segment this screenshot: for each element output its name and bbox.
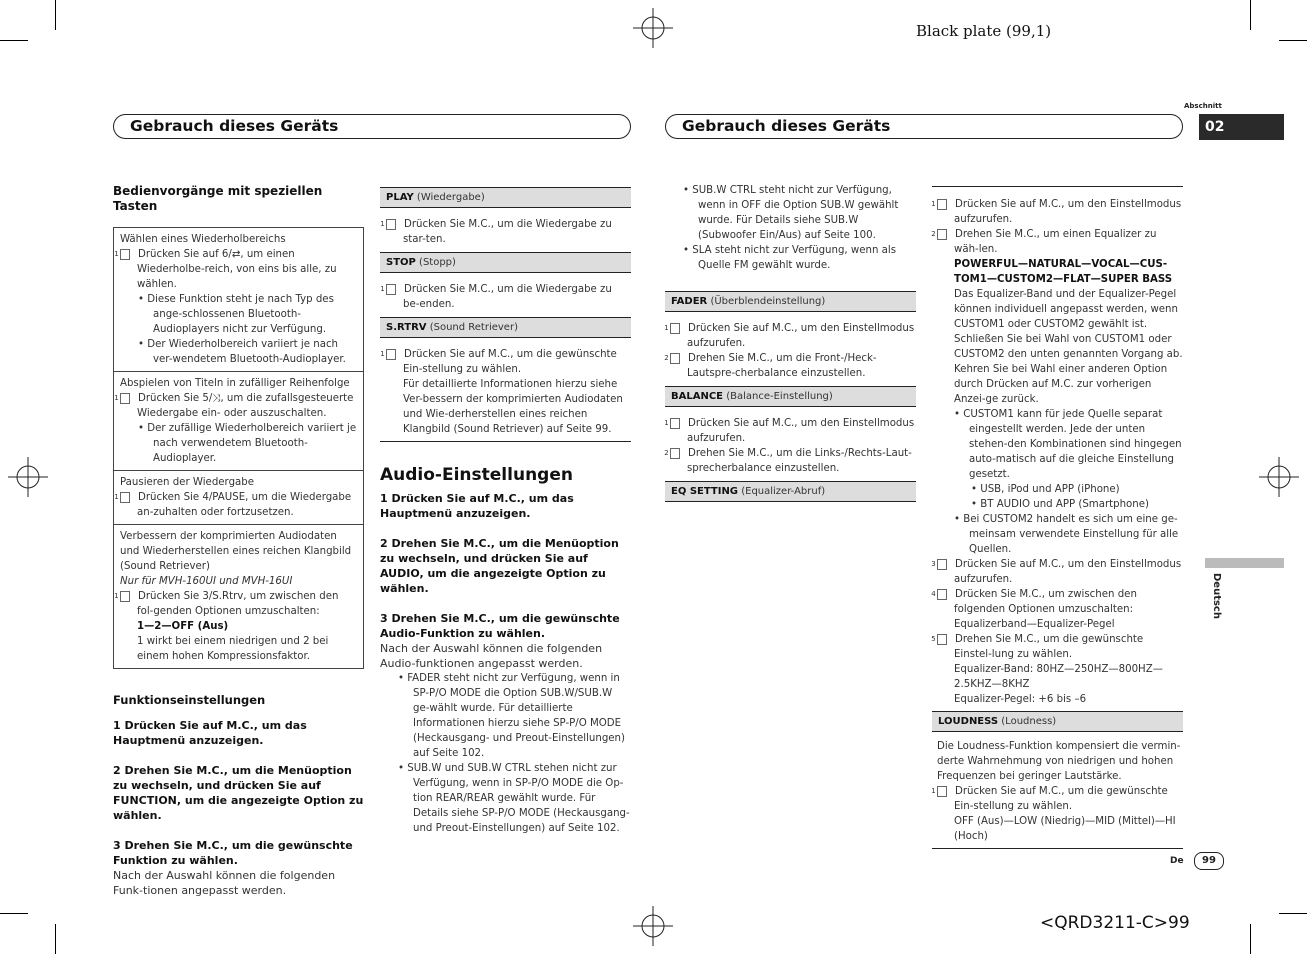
func-step-2: 2 Drehen Sie M.C., um die Menüoption zu wechseln, und drücken Sie auf FUNCTION, um die angezeigte Option zu wählen.	[113, 764, 364, 822]
step-text: Equalizerband—Equalizer-Pegel	[954, 619, 1115, 630]
registration-mark-icon	[8, 457, 48, 497]
crop-mark	[0, 40, 28, 41]
step-text: Drehen Sie M.C., um die gewünschte Einstel-lung zu wählen.	[954, 634, 1144, 660]
audio-title: Audio-Einstellungen	[380, 465, 573, 485]
step-number-icon: 2	[670, 448, 680, 459]
cell-heading: Wählen eines Wiederholbereichs	[120, 234, 286, 245]
step-text: Drücken Sie auf M.C., um den Einstellmodus aufzurufen.	[687, 418, 915, 444]
step-number-icon: 1	[120, 591, 130, 602]
step-text: Drücken Sie M.C., um zwischen den folgenden Optionen umzuschalten:	[954, 589, 1137, 615]
crop-mark	[55, 0, 56, 30]
column-4	[932, 186, 1183, 849]
loudness-options: OFF (Aus)—LOW (Niedrig)—MID (Mittel)—HI (Hoch)	[954, 816, 1176, 842]
step-number-icon: 3	[937, 559, 947, 570]
step-number-icon: 5	[937, 634, 947, 645]
bullet-text: FADER steht nicht zur Verfügung, wenn in SP-P/O MODE die Option SUB.W/SUB.W ge-wählt wurde. Für detaillierte Informationen hierzu siehe SP-P/O MODE (Heckausgang- und Preout-Einstellungen) auf Seite 102.	[407, 673, 625, 759]
step-text: Drücken Sie 5/⤨, um die zufallsgesteuerte Wiedergabe ein- oder auszuschalten.	[137, 393, 354, 419]
column-1	[113, 184, 364, 898]
table-cell	[114, 525, 363, 668]
play-heading: PLAY (Wiedergabe)	[380, 187, 631, 208]
step-text: Drücken Sie auf M.C., um die gewünschte Ein-stellung zu wählen.	[954, 786, 1168, 812]
crop-mark	[55, 924, 56, 954]
step-text: Drücken Sie auf M.C., um den Einstellmodus aufzurufen.	[954, 559, 1182, 585]
audio-step-3: 3 Drehen Sie M.C., um die gewünschte Audio-Funktion zu wählen.	[380, 612, 620, 640]
eq-text: Das Equalizer-Band und der Equalizer-Pegel können individuell angepasst werden, wenn CUSTOM1 oder CUSTOM2 gewählt ist. Schließen Sie bei Wahl von CUSTOM1 oder CUSTOM2 den unten genannten Vorgang ab. Kehren Sie bei Wahl einer anderen Option durch Drücken auf M.C. zur vorherigen Anzei-ge zurück.	[954, 289, 1183, 405]
step	[114, 391, 357, 421]
bullet: • FADER steht nicht zur Verfügung, wenn in SP-P/O MODE die Option SUB.W/SUB.W ge-wählt wurde. Für detaillierte Informationen hierzu siehe SP-P/O MODE (Heckausgang- und Preout-Einstellungen) auf Seite 102.	[398, 673, 625, 759]
balance-body	[665, 407, 916, 481]
fader-heading: FADER (Überblendeinstellung)	[665, 291, 916, 312]
step-text: Drehen Sie M.C., um die Links-/Rechts-Laut-sprecherbalance einzustellen.	[687, 448, 912, 474]
eq-list: POWERFUL—NATURAL—VOCAL—CUS-TOM1—CUSTOM2—FLAT—SUPER BASS	[954, 259, 1173, 285]
eq-heading: EQ SETTING (Equalizer-Abruf)	[665, 481, 916, 502]
page-lang: De	[1170, 856, 1184, 866]
step-number-icon: 1	[670, 418, 680, 429]
bullet-text: USB, iPod und APP (iPhone)	[980, 484, 1120, 495]
step-number-icon: 1	[386, 349, 396, 360]
crop-mark	[1250, 924, 1251, 954]
section-title: Bedienvorgänge mit speziellen Tasten	[113, 184, 323, 213]
step-text: Drücken Sie auf M.C., um den Einstellmodus aufzurufen.	[954, 199, 1182, 225]
func-step-3: 3 Drehen Sie M.C., um die gewünschte Funktion zu wählen.	[113, 839, 353, 867]
step	[380, 273, 631, 317]
audio-step-1: 1 Drücken Sie auf M.C., um das Hauptmenü anzuzeigen.	[380, 492, 574, 520]
options-text: 1—2—OFF (Aus)	[137, 621, 229, 632]
step-text: Drücken Sie auf M.C., um die gewünschte Ein-stellung zu wählen.	[403, 349, 617, 375]
step	[114, 589, 357, 619]
table-cell	[114, 471, 363, 525]
table-cell	[114, 228, 363, 372]
step	[380, 208, 631, 252]
step-text: Drücken Sie 3/S.Rtrv, um zwischen den fol-genden Optionen umzuschalten:	[137, 591, 339, 617]
func-step-3-text: Nach der Auswahl können die folgenden Funk-tionen angepasst werden.	[113, 869, 336, 897]
cell-heading: Verbessern der komprimierten Audiodaten und Wiederherstellen eines reichen Klangbild (Sound Retriever)	[120, 531, 352, 572]
crop-mark	[1250, 0, 1251, 30]
step-text: Drücken Sie auf M.C., um den Einstellmodus aufzurufen.	[687, 323, 915, 349]
step-number-icon: 2	[670, 353, 680, 364]
column-2	[380, 187, 631, 836]
eq-body	[932, 186, 1183, 707]
registration-mark-icon	[633, 8, 673, 48]
step-text: Drücken Sie M.C., um die Wiedergabe zu be-enden.	[403, 284, 612, 310]
crop-mark	[1279, 40, 1307, 41]
bullet-text: SLA steht nicht zur Verfügung, wenn als Quelle FM gewählt wurde.	[692, 245, 897, 271]
section-header-right: Gebrauch dieses Geräts	[665, 114, 1183, 139]
step-text: Drücken Sie 4/PAUSE, um die Wiedergabe an-zuhalten oder fortzusetzen.	[137, 492, 352, 518]
registration-mark-icon	[1259, 457, 1299, 497]
sub-bullet: • USB, iPod und APP (iPhone)	[971, 484, 1120, 495]
page-number: 99	[1194, 852, 1224, 870]
key-table	[113, 227, 364, 669]
step-text: Drehen Sie M.C., um die Front-/Heck-Lautspre-cherbalance einzustellen.	[687, 353, 877, 379]
bullet-text: Bei CUSTOM2 handelt es sich um eine ge-meinsam verwendete Einstellung für alle Quellen.	[963, 514, 1179, 555]
bullet-text: SUB.W und SUB.W CTRL stehen nicht zur Verfügung, wenn in SP-P/O MODE die Op-tion REAR/REAR gewählt wurde. Für Details siehe SP-P/O MODE (Heckausgang- und Preout-Einstellungen) auf Seite 102.	[407, 763, 630, 834]
step-number-icon: 1	[937, 786, 947, 797]
step-number-icon: 1	[670, 323, 680, 334]
bullet: • Der zufällige Wiederholbereich variiert je nach verwendetem Bluetooth-Audioplayer.	[138, 423, 357, 464]
step-number-icon: 1	[937, 199, 947, 210]
section-number: 02	[1199, 114, 1284, 140]
step-number-icon: 2	[937, 229, 947, 240]
step-text: Drücken Sie auf 6/⇄, um einen Wiederholbe-reich, von eins bis alle, zu wählen.	[137, 249, 337, 290]
audio-step-2: 2 Drehen Sie M.C., um die Menüoption zu wechseln, und drücken Sie auf AUDIO, um die angezeigte Option zu wählen.	[380, 537, 619, 595]
step-text: Equalizer-Pegel: +6 bis –6	[954, 694, 1087, 705]
step-text: Drücken Sie M.C., um die Wiedergabe zu star-ten.	[403, 219, 612, 245]
loudness-text: Die Loudness-Funktion kompensiert die vermin-derte Wahrnehmung von niedrigen und hohen Frequenzen bei geringer Lautstärke.	[937, 741, 1181, 782]
section-header-left: Gebrauch dieses Geräts	[113, 114, 631, 139]
language-bar	[1205, 558, 1284, 568]
step-number-icon: 1	[386, 219, 396, 230]
bullet-text: Diese Funktion steht je nach Typ des ange-schlossenen Bluetooth-Audioplayers nicht zur Verfügung.	[147, 294, 334, 335]
sub-bullet: • BT AUDIO und APP (Smartphone)	[971, 499, 1149, 510]
func-step-1: 1 Drücken Sie auf M.C., um das Hauptmenü anzuzeigen.	[113, 719, 307, 747]
step-text: Equalizer-Band: 80HZ—250HZ—800HZ—2.5KHZ—8KHZ	[954, 664, 1163, 690]
bullet-text: CUSTOM1 kann für jede Quelle separat eingestellt werden. Jede der unten stehen-den Kombinationen sind hingegen auto-matisch auf die gleiche Einstellung gesetzt.	[963, 409, 1182, 480]
audio-step-3-text: Nach der Auswahl können die folgenden Audio-funktionen angepasst werden.	[380, 642, 603, 670]
column-3	[665, 183, 916, 502]
step-number-icon: 1	[120, 492, 130, 503]
bullet-text: Der Wiederholbereich variiert je nach ver-wendetem Bluetooth-Audioplayer.	[147, 339, 346, 365]
cell-heading: Abspielen von Titeln in zufälliger Reihenfolge	[120, 378, 350, 389]
crop-mark	[1279, 913, 1307, 914]
bullet: • SUB.W und SUB.W CTRL stehen nicht zur Verfügung, wenn in SP-P/O MODE die Op-tion REAR/REAR gewählt wurde. Für Details siehe SP-P/O MODE (Heckausgang- und Preout-Einstellungen) auf Seite 102.	[398, 763, 630, 834]
cell-note: Nur für MVH-160UI und MVH-16UI	[120, 576, 293, 587]
bullet: • Der Wiederholbereich variiert je nach ver-wendetem Bluetooth-Audioplayer.	[138, 339, 346, 365]
bullet: • Diese Funktion steht je nach Typ des ange-schlossenen Bluetooth-Audioplayers nicht zur Verfügung.	[138, 294, 334, 335]
step-text: Drehen Sie M.C., um einen Equalizer zu wäh-len.	[954, 229, 1157, 255]
bullet-text: BT AUDIO und APP (Smartphone)	[980, 499, 1149, 510]
footer-code: <QRD3211-C>99	[1040, 913, 1190, 933]
bullet: • SLA steht nicht zur Verfügung, wenn als Quelle FM gewählt wurde.	[683, 245, 897, 271]
step-number-icon: 1	[120, 393, 130, 404]
bullet: • Bei CUSTOM2 handelt es sich um eine ge-meinsam verwendete Einstellung für alle Quellen.	[954, 514, 1179, 555]
abschnitt-label: Abschnitt	[1184, 102, 1222, 110]
plate-label: Black plate (99,1)	[916, 22, 1052, 40]
step-number-icon: 1	[386, 284, 396, 295]
registration-mark-icon	[633, 906, 673, 946]
bullet-text: Der zufällige Wiederholbereich variiert je nach verwendetem Bluetooth-Audioplayer.	[147, 423, 357, 464]
step-number-icon: 1	[120, 249, 130, 260]
balance-heading: BALANCE (Balance-Einstellung)	[665, 386, 916, 407]
step-text: Für detaillierte Informationen hierzu siehe Ver-bessern der komprimierten Audiodaten und Wie-derherstellen eines reichen Klangbild (Sound Retriever) auf Seite 99.	[403, 379, 623, 435]
srtrv-body	[380, 338, 631, 442]
bullet: • CUSTOM1 kann für jede Quelle separat eingestellt werden. Jede der unten stehen-den Kombinationen sind hingegen auto-matisch auf die gleiche Einstellung gesetzt.	[954, 409, 1182, 480]
loudness-body	[932, 732, 1183, 849]
crop-mark	[0, 913, 28, 914]
bullet-text: SUB.W CTRL steht nicht zur Verfügung, wenn in OFF die Option SUB.W gewählt wurde. Für Details siehe SUB.W (Subwoofer Ein/Aus) auf Seite 100.	[692, 185, 899, 241]
cell-heading: Pausieren der Wiedergabe	[120, 477, 255, 488]
language-label: Deutsch	[1211, 573, 1222, 619]
desc-text: 1 wirkt bei einem niedrigen und 2 bei einem hohen Kompressionsfaktor.	[137, 636, 329, 662]
step	[114, 490, 357, 520]
stop-heading: STOP (Stopp)	[380, 252, 631, 273]
srtrv-heading: S.RTRV (Sound Retriever)	[380, 317, 631, 338]
loudness-heading: LOUDNESS (Loudness)	[932, 711, 1183, 732]
fader-body	[665, 312, 916, 386]
table-cell	[114, 372, 363, 471]
func-title: Funktionseinstellungen	[113, 693, 266, 707]
bullet: • SUB.W CTRL steht nicht zur Verfügung, wenn in OFF die Option SUB.W gewählt wurde. Für Details siehe SUB.W (Subwoofer Ein/Aus) auf Seite 100.	[683, 185, 899, 241]
step	[114, 247, 357, 292]
step-number-icon: 4	[937, 589, 947, 600]
